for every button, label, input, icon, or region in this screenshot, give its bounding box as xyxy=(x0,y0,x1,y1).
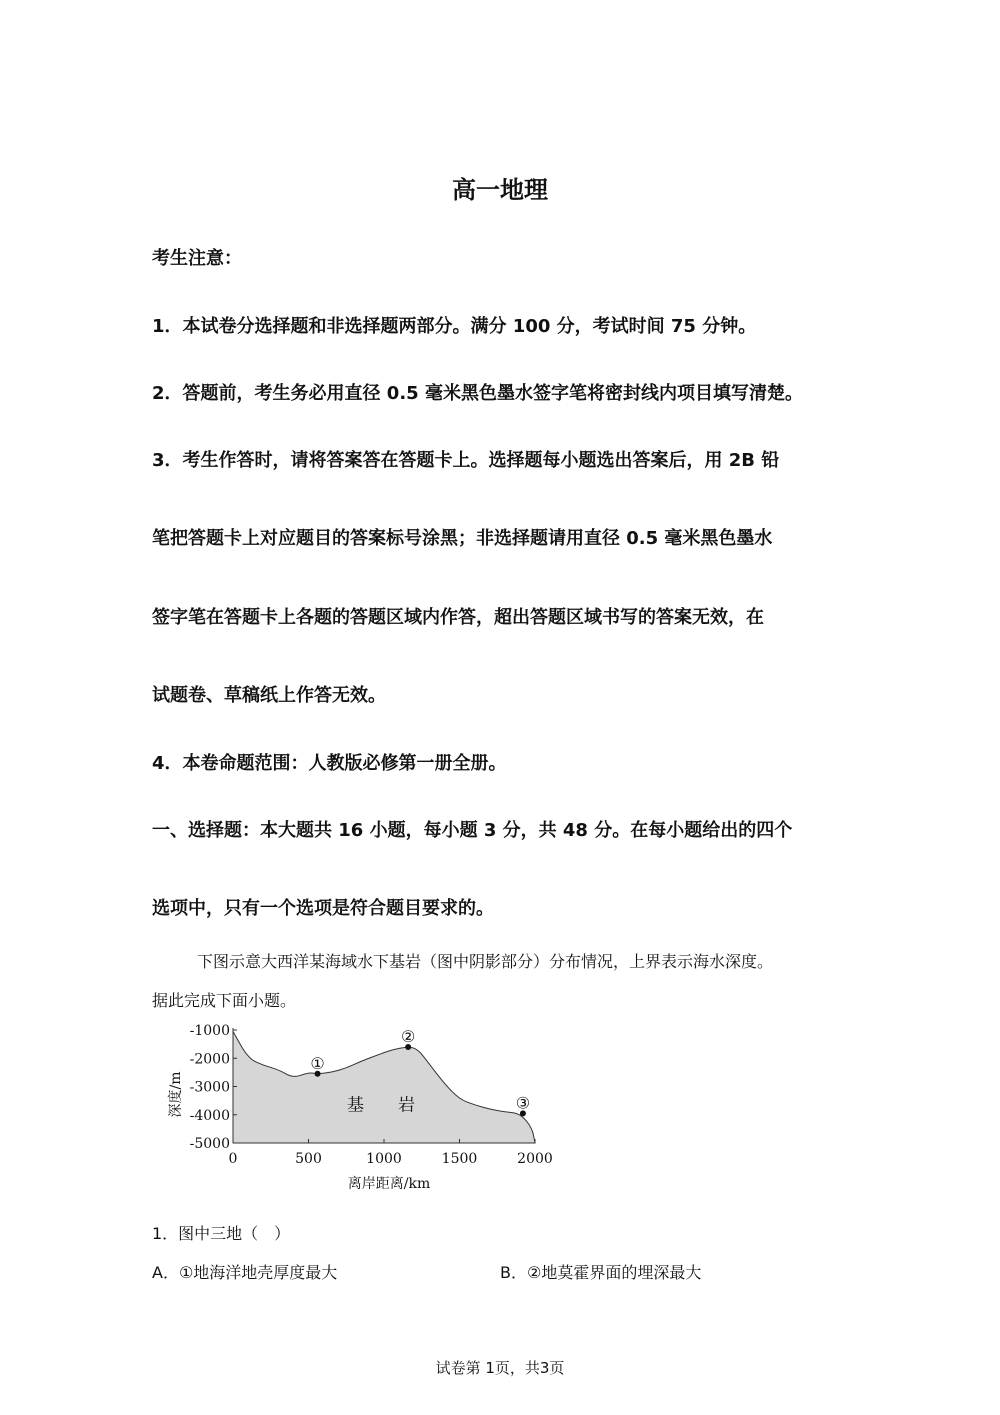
page-title: 高一地理 xyxy=(452,176,548,204)
page-footer: 试卷第 1页，共3页 xyxy=(435,1359,565,1377)
notice-line-3: 3．考生作答时，请将答案答在答题卡上。选择题每小题选出答案后，用 2B 铅 xyxy=(152,450,780,471)
y-tick-label: -1000 xyxy=(189,1023,230,1039)
notice-line-5: 签字笔在答题卡上各题的答题区域内作答，超出答题区域书写的答案无效，在 xyxy=(152,607,764,628)
x-tick-label: 1500 xyxy=(441,1151,478,1167)
notice-line-1: 1．本试卷分选择题和非选择题两部分。满分 100 分，考试时间 75 分钟。 xyxy=(152,316,757,337)
bedrock-area xyxy=(233,1031,535,1143)
x-tick-label: 2000 xyxy=(517,1151,553,1167)
point-label-3: ③ xyxy=(515,1093,531,1113)
notice-line-2: 2．答题前，考生务必用直径 0.5 毫米黑色墨水签字笔将密封线内项目填写清楚。 xyxy=(152,383,803,404)
notice-line-6: 试题卷、草稿纸上作答无效。 xyxy=(152,685,386,706)
intro-line-1: 下图示意大西洋某海域水下基岩（图中阴影部分）分布情况，上界表示海水深度。 xyxy=(197,952,774,971)
question-1-stem: 1．图中三地（ ） xyxy=(152,1224,291,1243)
intro-line-2: 据此完成下面小题。 xyxy=(152,991,297,1010)
chart-svg xyxy=(160,1018,560,1198)
section-heading-line-1: 一、选择题：本大题共 16 小题，每小题 3 分，共 48 分。在每小题给出的四个 xyxy=(152,820,793,841)
notice-line-4: 笔把答题卡上对应题目的答案标号涂黑；非选择题请用直径 0.5 毫米黑色墨水 xyxy=(152,528,773,549)
y-tick-label: -3000 xyxy=(189,1079,230,1096)
y-tick-label: -4000 xyxy=(189,1107,230,1124)
question-1-option-a[interactable]: A．①地海洋地壳厚度最大 xyxy=(152,1263,338,1282)
y-tick-label: -2000 xyxy=(189,1051,230,1068)
y-axis-label: 深度/m xyxy=(168,1071,184,1118)
point-label-2: ② xyxy=(400,1026,416,1046)
x-tick-label: 0 xyxy=(228,1151,238,1167)
x-tick-label: 1000 xyxy=(366,1151,402,1167)
point-label-1: ① xyxy=(310,1053,325,1073)
y-tick-label: -5000 xyxy=(189,1136,230,1152)
question-1-option-b[interactable]: B．②地莫霍界面的埋深最大 xyxy=(500,1263,702,1282)
section-heading-line-2: 选项中，只有一个选项是符合题目要求的。 xyxy=(152,898,494,919)
depth-profile-chart xyxy=(160,1018,560,1202)
x-tick-label: 500 xyxy=(295,1151,322,1167)
x-axis-label: 离岸距离/km xyxy=(347,1176,431,1192)
notice-heading: 考生注意： xyxy=(152,248,242,269)
bedrock-label: 基 岩 xyxy=(346,1095,415,1116)
notice-line-7: 4．本卷命题范围：人教版必修第一册全册。 xyxy=(152,753,507,774)
